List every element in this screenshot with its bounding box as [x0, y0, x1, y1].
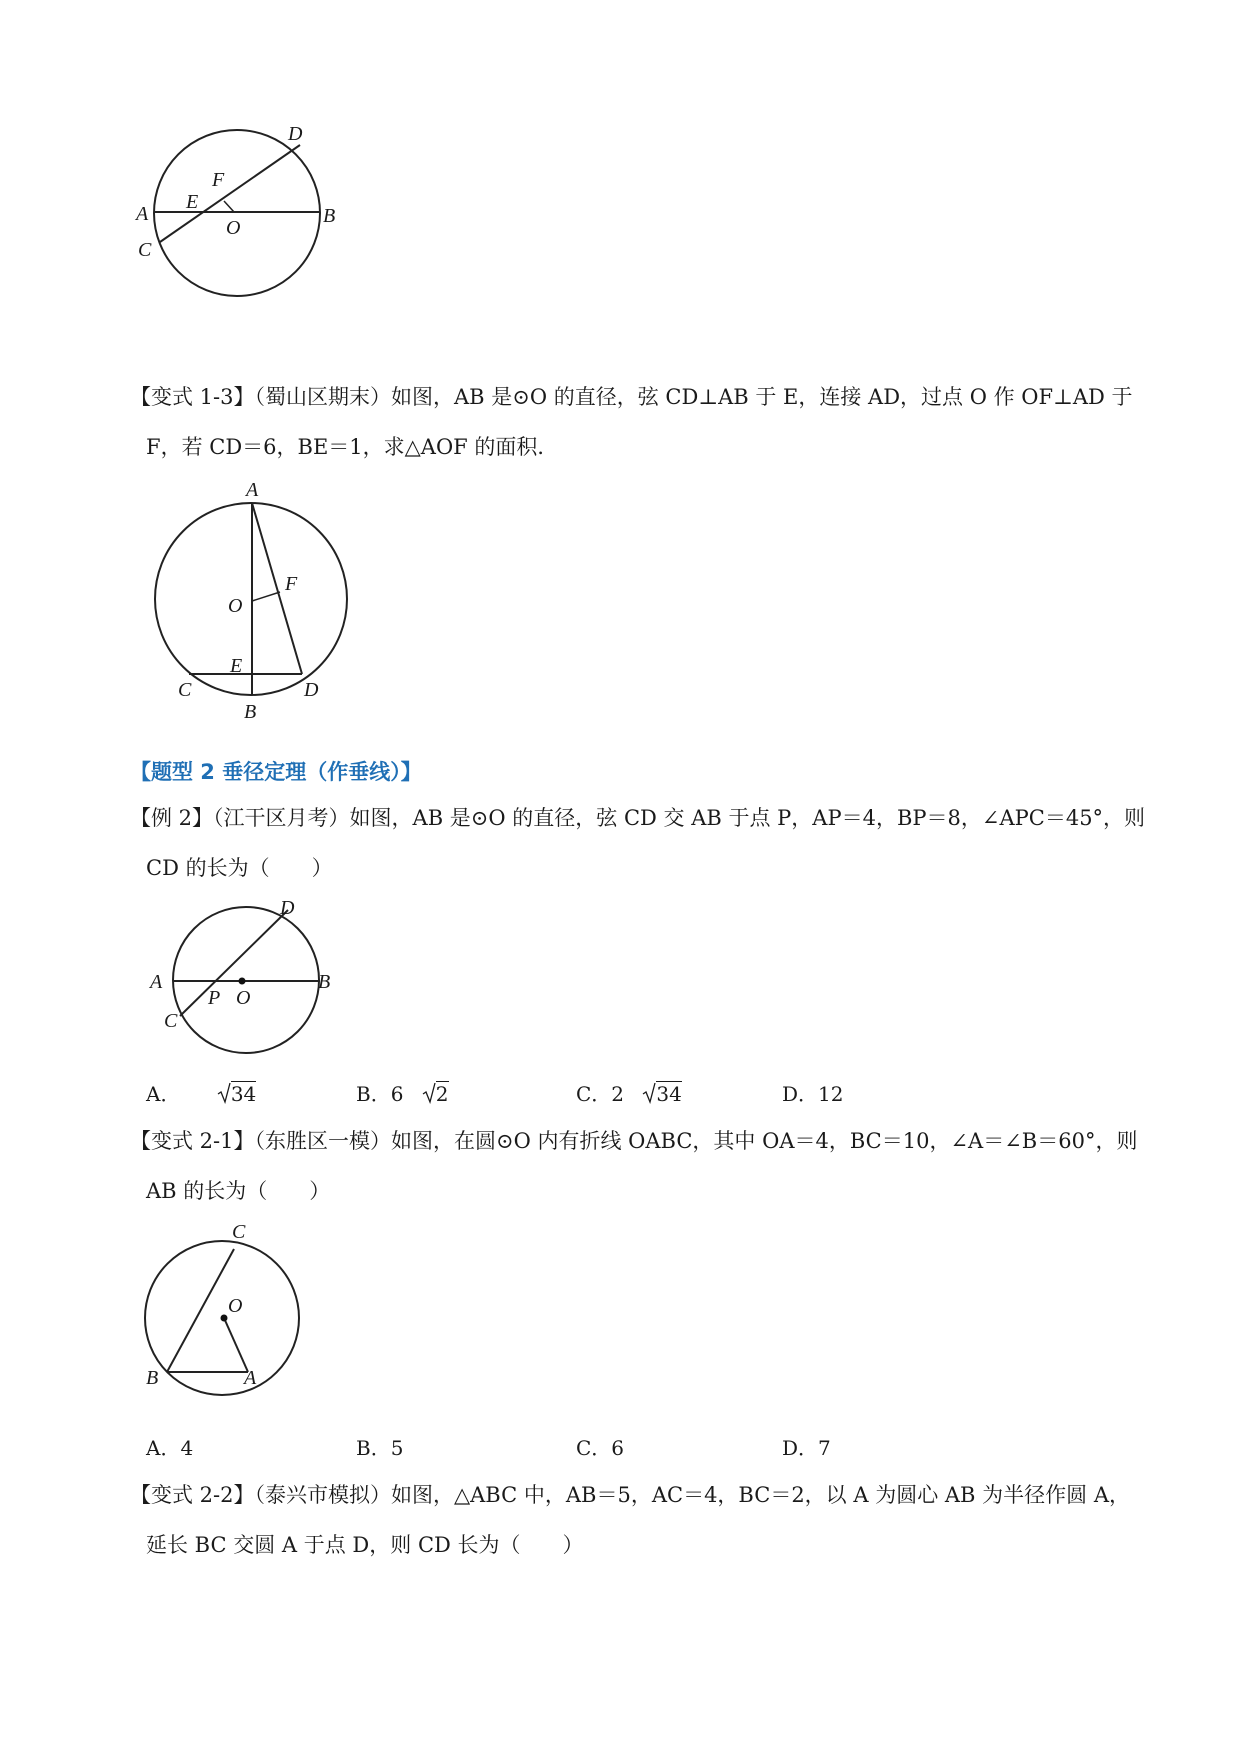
label-o: O — [226, 217, 241, 239]
example-2-line-1: 【例 2】（江干区月考）如图，AB 是⊙O 的直径，弦 CD 交 AB 于点 P，AP＝4，BP＝8，∠APC＝45°，则 — [130, 806, 1146, 830]
label-c: C — [164, 1010, 178, 1032]
option-d[interactable]: D．7 — [782, 1436, 831, 1460]
option-a-label: A． — [146, 1082, 181, 1106]
label-d: D — [304, 679, 319, 701]
radical-sign-icon — [217, 1082, 231, 1104]
segment-of — [252, 592, 280, 601]
label-c: C — [178, 679, 192, 701]
label-a: A — [244, 1367, 257, 1389]
label-e: E — [230, 655, 243, 677]
option-b-label: B．6 — [356, 1082, 404, 1106]
label-c: C — [232, 1221, 246, 1243]
label-b: B — [244, 701, 257, 723]
option-a[interactable]: A．4 — [146, 1436, 194, 1460]
option-c-radicand: 34 — [656, 1082, 682, 1106]
option-c-label: C．2 — [576, 1082, 625, 1106]
figure-3-circle-diagram — [140, 897, 360, 1060]
radical-sign-icon — [642, 1082, 656, 1104]
problem-2-1-line-1: 【变式 2-1】（东胜区一模）如图，在圆⊙O 内有折线 OABC，其中 OA＝4，BC＝10，∠A＝∠B＝60°，则 — [130, 1129, 1138, 1153]
section-heading: 【题型 2 垂径定理（作垂线）】 — [130, 760, 422, 784]
option-a[interactable] — [146, 1078, 256, 1107]
option-d[interactable] — [782, 1078, 843, 1107]
option-d-label: D．12 — [782, 1082, 844, 1106]
segment-oa — [224, 1318, 248, 1372]
segment-bc — [167, 1249, 234, 1372]
label-d: D — [288, 123, 303, 145]
figure-4-circle-diagram — [140, 1218, 320, 1398]
center-point-o — [221, 1315, 228, 1322]
label-a: A — [150, 971, 163, 993]
label-e: E — [186, 191, 199, 213]
problem-1-3-line-2: F，若 CD＝6，BE＝1，求△AOF 的面积． — [146, 435, 559, 459]
problem-1-3-line-1: 【变式 1-3】（蜀山区期末）如图，AB 是⊙O 的直径，弦 CD⊥AB 于 E，连接 AD，过点 O 作 OF⊥AD 于 — [130, 385, 1133, 409]
option-c[interactable]: C．6 — [576, 1436, 625, 1460]
label-c: C — [138, 239, 152, 261]
option-b-radicand: 2 — [435, 1082, 449, 1106]
figure-2-circle-diagram — [140, 478, 370, 723]
center-point-o — [239, 978, 246, 985]
option-b[interactable]: B．5 — [356, 1436, 404, 1460]
label-a: A — [136, 203, 149, 225]
label-o: O — [236, 987, 251, 1009]
option-c[interactable] — [576, 1078, 682, 1107]
label-f: F — [212, 169, 225, 191]
radical-sign-icon — [422, 1082, 436, 1104]
label-b: B — [323, 205, 336, 227]
label-o: O — [228, 595, 243, 617]
option-b-radical — [422, 1082, 449, 1106]
label-b: B — [146, 1367, 159, 1389]
option-c-radical — [642, 1082, 681, 1106]
segment-of — [224, 201, 234, 212]
label-a: A — [246, 479, 259, 501]
option-a-radical — [217, 1082, 256, 1106]
problem-2-2-line-2: 延长 BC 交圆 A 于点 D，则 CD 长为（ ） — [146, 1533, 584, 1557]
figure-1-circle-diagram — [130, 120, 370, 310]
problem-2-1-line-2: AB 的长为（ ） — [146, 1179, 331, 1203]
label-p: P — [208, 987, 221, 1009]
label-d: D — [280, 897, 295, 919]
label-f: F — [285, 573, 298, 595]
option-a-radicand: 34 — [230, 1082, 257, 1106]
label-b: B — [318, 971, 331, 993]
example-2-line-2: CD 的长为（ ） — [146, 856, 333, 880]
option-b[interactable] — [356, 1078, 449, 1107]
label-o: O — [228, 1295, 243, 1317]
problem-2-2-line-1: 【变式 2-2】（泰兴市模拟）如图，△ABC 中，AB＝5，AC＝4，BC＝2，以 A 为圆心 AB 为半径作圆 A， — [130, 1483, 1130, 1507]
